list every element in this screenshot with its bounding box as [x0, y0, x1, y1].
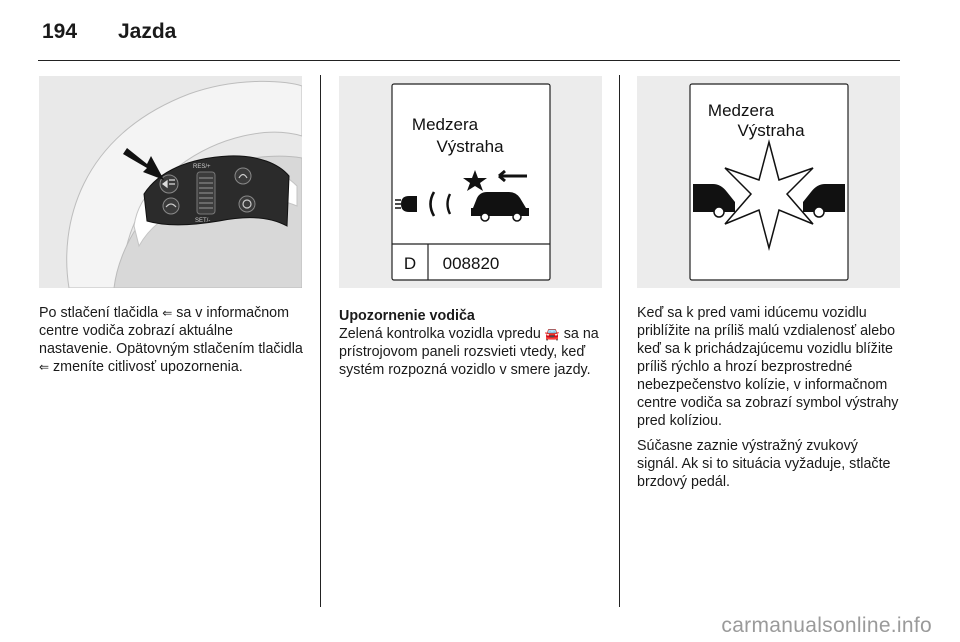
display-line1: Medzera: [707, 101, 775, 120]
collision-warning-figure: [637, 76, 900, 288]
vehicle-ahead-icon: 🚘: [544, 327, 560, 341]
column-divider: [320, 75, 321, 607]
watermark: carmanualsonline.info: [721, 614, 932, 637]
paragraph: Súčasne zaznie výstražný zvukový signál. Ak si to situácia vyžaduje, stlačte brzdový pedál.: [637, 438, 891, 490]
column-2-text: [339, 307, 605, 386]
page-header: [42, 20, 176, 44]
own-car-icon: [401, 196, 417, 212]
gap-warning-display-figure: [339, 76, 602, 288]
display-line2: Výstraha: [737, 121, 805, 140]
code-letter: D: [403, 254, 417, 273]
code-number: 008820: [442, 254, 500, 273]
paragraph: Po stlačení tlačidla ⇐ sa v informačnom centre vodiča zobrazí aktuálne nastavenie. Opätovným stlačením tlačidla ⇐ zmeníte citlivosť upozornenia.: [39, 305, 303, 375]
page-number: 194: [42, 20, 78, 43]
column-3-text: [637, 304, 903, 498]
steering-wheel-figure: [39, 76, 302, 288]
header-rule: [38, 60, 900, 61]
column-1-text: [39, 304, 305, 383]
distance-button-icon: ⇐: [162, 306, 173, 320]
display-line2: Výstraha: [436, 137, 504, 156]
paragraph: Zelená kontrolka vozidla vpredu 🚘 sa na prístrojovom paneli rozsvieti vtedy, keď systém rozpozná vozidlo v smere jazdy.: [339, 326, 599, 378]
column-divider: [619, 75, 620, 607]
distance-button-icon: ⇐: [39, 360, 50, 374]
res-label: RES/+: [193, 164, 211, 170]
paragraph: Keď sa k pred vami idúcemu vozidlu priblížite na príliš malú vzdialenosť alebo keď sa k prichádzajúcemu vozidlu blížite príliš rýchlo a hrozí bezprostredné nebezpečenstvo kolízie, v informačnom centre vodiča sa zobrazí symbol výstrahy pred kolíziou.: [637, 305, 899, 429]
subheading: Upozornenie vodiča: [339, 308, 475, 324]
section-title: Jazda: [118, 20, 177, 43]
set-label: SET/-: [195, 218, 211, 224]
display-line1: Medzera: [411, 115, 479, 134]
